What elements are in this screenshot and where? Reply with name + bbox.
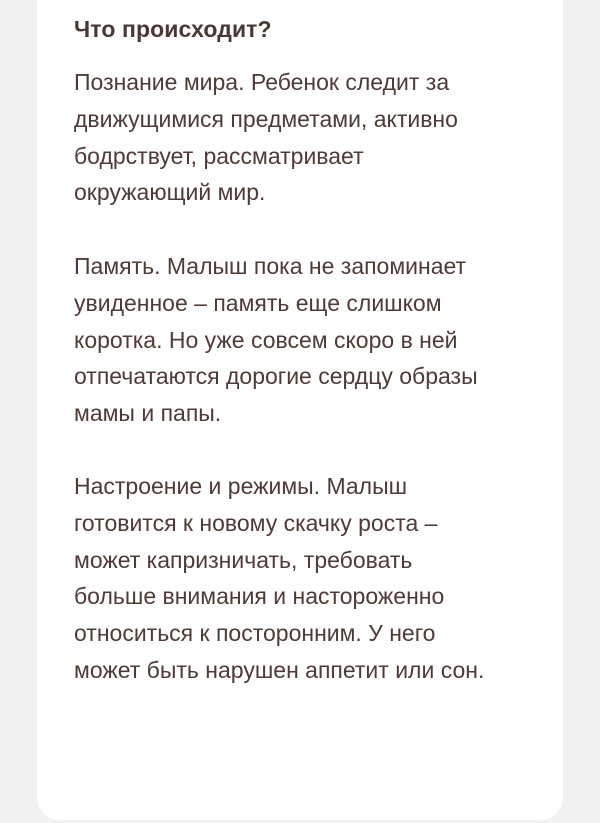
paragraph-line: окружающий мир.	[74, 179, 266, 206]
paragraph-line: коротка. Но уже совсем скоро в ней	[74, 326, 458, 353]
paragraph-line: Познание мира. Ребенок следит за	[74, 69, 450, 95]
paragraph-line: Память. Малыш пока не запоминает	[74, 253, 467, 279]
paragraph-line: увиденное – память еще слишком	[74, 289, 442, 316]
paragraph-world-perception	[74, 64, 544, 211]
paragraph-line: может быть нарушен аппетит или сон.	[74, 656, 485, 683]
paragraph-line: бодрствует, рассматривает	[74, 142, 364, 169]
paragraph-line: движущимися предметами, активно	[74, 105, 458, 132]
section-title: Что происходит?	[74, 16, 272, 42]
paragraph-line: мамы и папы.	[74, 400, 222, 427]
paragraph-memory	[74, 248, 544, 432]
paragraph-line: больше внимания и настороженно	[74, 583, 445, 610]
paragraph-line: относиться к посторонним. У него	[74, 620, 436, 647]
info-card	[37, 0, 563, 820]
paragraph-mood-and-routine	[74, 468, 544, 689]
paragraph-line: готовится к новому скачку роста –	[74, 509, 438, 536]
paragraph-line: Настроение и режимы. Малыш	[74, 473, 408, 499]
paragraph-line: может капризничать, требовать	[74, 546, 413, 573]
paragraph-line: отпечатаются дорогие сердцу образы	[74, 363, 478, 390]
